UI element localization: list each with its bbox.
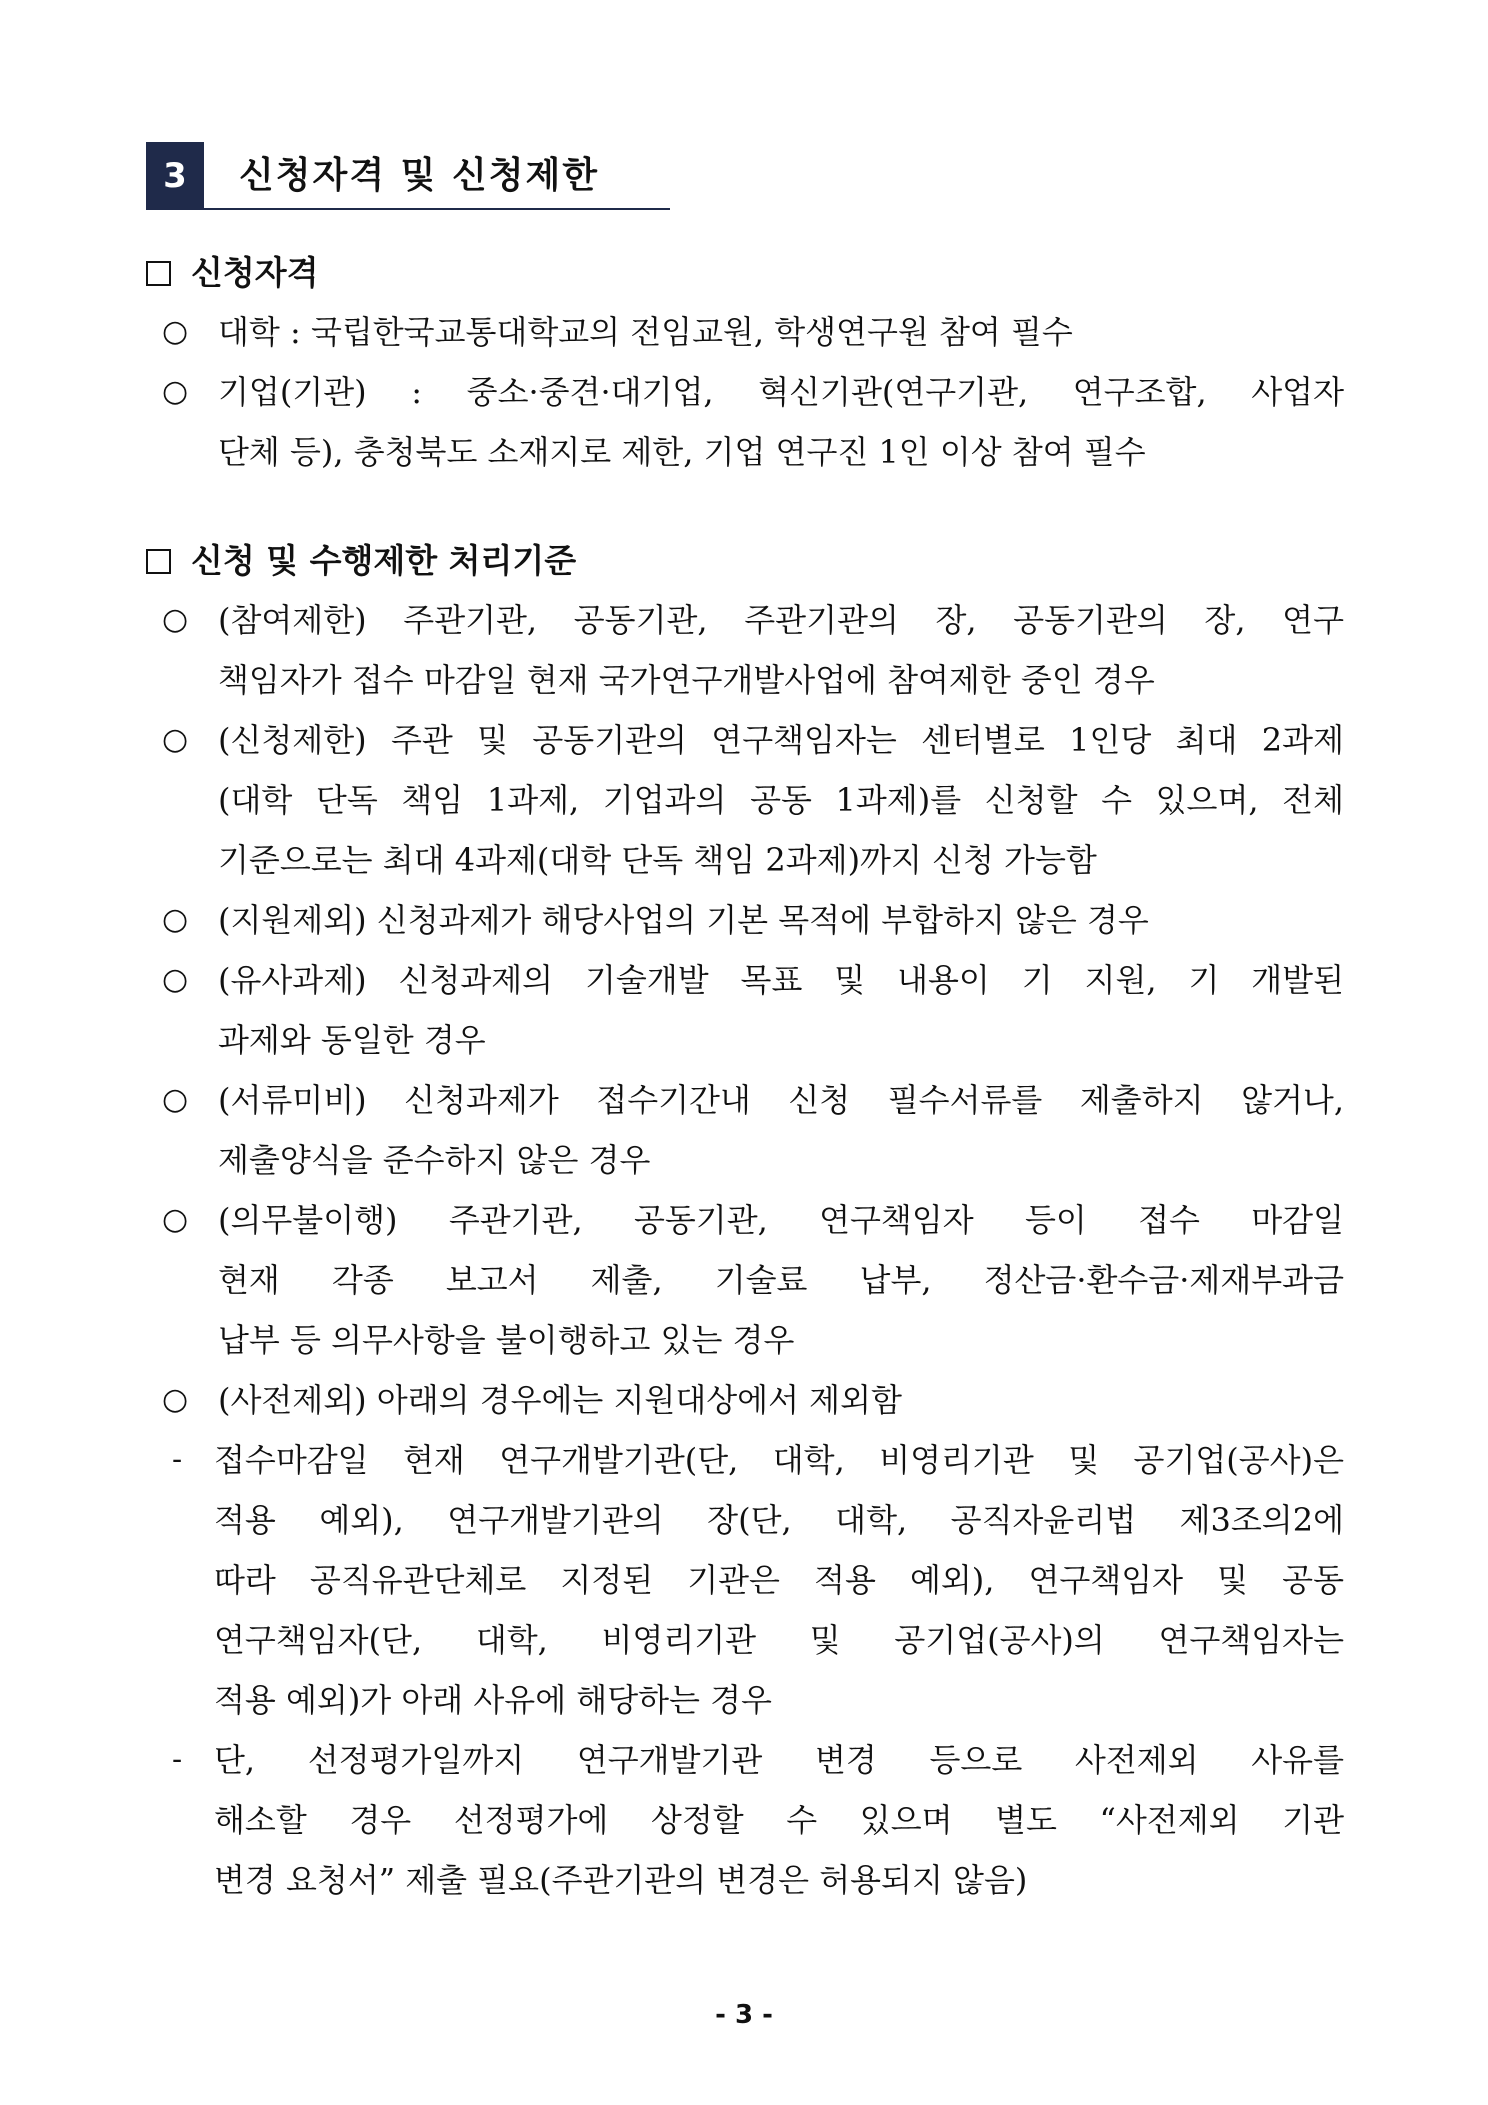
item-line: 과제와 동일한 경우 [218,1021,486,1059]
circle-bullet-icon: ○ [162,602,189,637]
eligibility-item-company [162,362,1354,482]
eligibility-heading [146,246,319,300]
restriction-subitem-cases [172,1430,1354,1730]
eligibility-heading-text: 신청자격 [191,253,319,292]
checkbox-square-icon [146,549,171,574]
item-line: 기준으로는 최대 4과제(대학 단독 책임 2과제)까지 신청 가능함 [218,841,1097,879]
item-line: 현재 각종 보고서 제출, 기술료 납부, 정산금·환수금·제재부과금 [218,1261,1344,1299]
item-line: (의무불이행) 주관기관, 공동기관, 연구책임자 등이 접수 마감일 [218,1201,1344,1239]
circle-bullet-icon: ○ [162,1082,189,1117]
restrictions-heading [146,534,576,588]
item-line: 납부 등 의무사항을 불이행하고 있는 경우 [218,1321,795,1359]
restriction-item-obligation [162,1190,1354,1370]
page-number: - 3 - [715,2000,773,2030]
circle-bullet-icon: ○ [162,902,189,937]
restriction-item-exclusion [162,890,1354,950]
item-line: (유사과제) 신청과제의 기술개발 목표 및 내용이 기 지원, 기 개발된 [218,961,1344,999]
restriction-item-documents [162,1070,1354,1190]
circle-bullet-icon: ○ [162,962,189,997]
item-line: 단체 등), 충청북도 소재지로 제한, 기업 연구진 1인 이상 참여 필수 [218,433,1146,471]
item-line: 연구책임자(단, 대학, 비영리기관 및 공기업(공사)의 연구책임자는 [214,1621,1344,1659]
item-line: 적용 예외)가 아래 사유에 해당하는 경우 [214,1681,772,1719]
circle-bullet-icon: ○ [162,722,189,757]
item-line: (참여제한) 주관기관, 공동기관, 주관기관의 장, 공동기관의 장, 연구 [218,601,1344,639]
item-line: 책임자가 접수 마감일 현재 국가연구개발사업에 참여제한 중인 경우 [218,661,1155,699]
item-line: (사전제외) 아래의 경우에는 지원대상에서 제외함 [218,1381,902,1419]
item-line: 접수마감일 현재 연구개발기관(단, 대학, 비영리기관 및 공기업(공사)은 [214,1441,1344,1479]
restriction-item-participation [162,590,1354,710]
item-line: 단, 선정평가일까지 연구개발기관 변경 등으로 사전제외 사유를 [214,1741,1344,1779]
section-number-badge: 3 [146,142,204,210]
item-line: (지원제외) 신청과제가 해당사업의 기본 목적에 부합하지 않은 경우 [218,901,1149,939]
item-line: 제출양식을 준수하지 않은 경우 [218,1141,651,1179]
item-line: (신청제한) 주관 및 공동기관의 연구책임자는 센터별로 1인당 최대 2과제 [218,721,1344,759]
dash-bullet-icon: - [172,1742,183,1777]
restriction-item-pre-exclusion [162,1370,1354,1430]
item-line: 대학 : 국립한국교통대학교의 전임교원, 학생연구원 참여 필수 [218,313,1073,351]
item-line: 따라 공직유관단체로 지정된 기관은 적용 예외), 연구책임자 및 공동 [214,1561,1344,1599]
item-line: 기업(기관) : 중소·중견·대기업, 혁신기관(연구기관, 연구조합, 사업자 [218,373,1344,411]
item-line: 해소할 경우 선정평가에 상정할 수 있으며 별도 “사전제외 기관 [214,1801,1344,1839]
circle-bullet-icon: ○ [162,374,189,409]
restriction-item-application [162,710,1354,890]
dash-bullet-icon: - [172,1442,183,1477]
circle-bullet-icon: ○ [162,1382,189,1417]
section-underline [146,208,670,210]
circle-bullet-icon: ○ [162,1202,189,1237]
item-line: (서류미비) 신청과제가 접수기간내 신청 필수서류를 제출하지 않거나, [218,1081,1344,1119]
section-header [146,142,670,210]
restriction-item-similar [162,950,1354,1070]
section-title: 신청자격 및 신청제한 [239,155,600,196]
item-line: 적용 예외), 연구개발기관의 장(단, 대학, 공직자윤리법 제3조의2에 [214,1501,1344,1539]
item-line: (대학 단독 책임 1과제, 기업과의 공동 1과제)를 신청할 수 있으며, 전체 [218,781,1344,819]
item-line: 변경 요청서” 제출 필요(주관기관의 변경은 허용되지 않음) [214,1861,1028,1899]
eligibility-item-university [162,302,1354,362]
restriction-subitem-remedy [172,1730,1354,1910]
circle-bullet-icon: ○ [162,314,189,349]
checkbox-square-icon [146,261,171,286]
restrictions-heading-text: 신청 및 수행제한 처리기준 [191,541,577,580]
